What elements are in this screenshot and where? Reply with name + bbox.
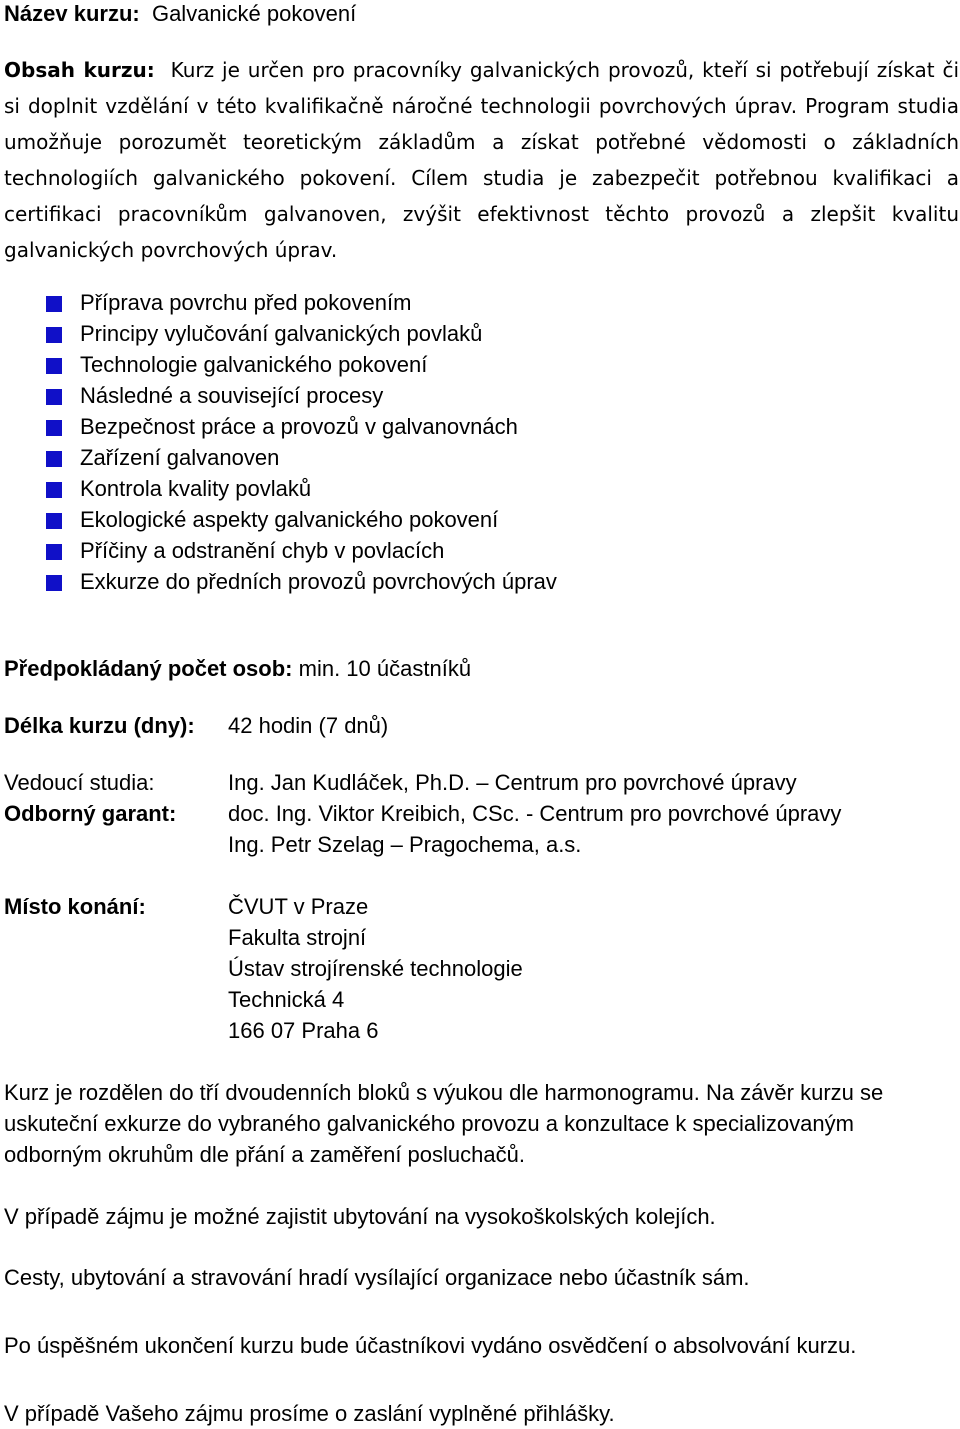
list-item: [46, 569, 557, 600]
venue-line: 166 07 Praha 6: [228, 1018, 379, 1043]
bullet-square-icon: [46, 296, 62, 312]
course-content-text: Kurz je určen pro pracovníky galvanických provozů, kteří si potřebují získat či si doplnit vzdělání v této kvalifikačně náročné technologii povrchových úprav. Program studia umožňuje porozumět teoretickým základům a získat potřebné vědomosti o základních technologiích galvanického pokovení. Cílem studia je zabezpečit potřebnou kvalifikaci a certifikaci pracovníkům galvanoven, zvýšit efektivnost těchto provozů a zlepšit kvalitu galvanických povrchových úprav.: [4, 58, 960, 262]
list-item: [46, 538, 557, 569]
venue-line: Ústav strojírenské technologie: [228, 956, 523, 981]
participants-row: [4, 656, 471, 682]
guarantor-value: doc. Ing. Viktor Kreibich, CSc. - Centrum pro povrchové úpravy: [228, 801, 842, 826]
duration-value: 42 hodin (7 dnů): [228, 713, 389, 738]
bullet-square-icon: [46, 389, 62, 405]
venue-line: Fakulta strojní: [228, 925, 367, 950]
bullet-square-icon: [46, 482, 62, 498]
list-item: [46, 476, 557, 507]
note-schedule: Kurz je rozdělen do tří dvoudenních bloků s výukou dle harmonogramu. Na závěr kurzu se uskuteční exkurze do vybraného galvanického provozu a konzultace k specializovaným odborným okruhům dle přání a zaměření posluchačů.: [4, 1080, 884, 1167]
topic-label: Příčiny a odstranění chyb v povlacích: [80, 538, 445, 563]
leader-label: Vedoucí studia:: [4, 770, 155, 795]
note-certificate: Po úspěšném ukončení kurzu bude účastníkovi vydáno osvědčení o absolvování kurzu.: [4, 1333, 857, 1358]
list-item: [46, 290, 557, 321]
bullet-square-icon: [46, 451, 62, 467]
list-item: [46, 507, 557, 538]
bullet-square-icon: [46, 544, 62, 560]
topic-label: Exkurze do předních provozů povrchových úprav: [80, 569, 557, 594]
guarantor-label: Odborný garant:: [4, 801, 177, 826]
list-item: [46, 321, 557, 352]
venue-line: ČVUT v Praze: [228, 894, 369, 919]
topic-label: Následné a související procesy: [80, 383, 384, 408]
list-item: [46, 383, 557, 414]
course-name-row: [4, 1, 356, 27]
list-item: [46, 414, 557, 445]
note-application: V případě Vašeho zájmu prosíme o zaslání vyplněné přihlášky.: [4, 1401, 615, 1426]
venue-line: Technická 4: [228, 987, 345, 1012]
topic-label: Principy vylučování galvanických povlaků: [80, 321, 483, 346]
course-content-label: Obsah kurzu:: [4, 58, 155, 82]
duration-label: Délka kurzu (dny):: [4, 713, 195, 738]
list-item: [46, 445, 557, 476]
bullet-square-icon: [46, 327, 62, 343]
topic-label: Technologie galvanického pokovení: [80, 352, 428, 377]
note-accommodation: V případě zájmu je možné zajistit ubytování na vysokoškolských kolejích.: [4, 1204, 716, 1229]
bullet-square-icon: [46, 358, 62, 374]
course-name-value: Galvanické pokovení: [151, 1, 357, 26]
note-costs: Cesty, ubytování a stravování hradí vysílající organizace nebo účastník sám.: [4, 1265, 750, 1290]
topic-label: Ekologické aspekty galvanického pokovení: [80, 507, 499, 532]
guarantor-value: Ing. Petr Szelag – Pragochema, a.s.: [228, 832, 582, 857]
leader-value: Ing. Jan Kudláček, Ph.D. – Centrum pro povrchové úpravy: [228, 770, 797, 795]
participants-label: Předpokládaný počet osob:: [4, 656, 293, 681]
topic-list: [46, 290, 557, 600]
participants-value: min. 10 účastníků: [298, 656, 472, 681]
bullet-square-icon: [46, 420, 62, 436]
list-item: [46, 352, 557, 383]
bullet-square-icon: [46, 513, 62, 529]
venue-label: Místo konání:: [4, 894, 146, 919]
topic-label: Příprava povrchu před pokovením: [80, 290, 412, 315]
topic-label: Kontrola kvality povlaků: [80, 476, 312, 501]
course-name-label: Název kurzu:: [4, 1, 140, 26]
course-content: [4, 52, 959, 268]
topic-label: Zařízení galvanoven: [80, 445, 280, 470]
bullet-square-icon: [46, 575, 62, 591]
topic-label: Bezpečnost práce a provozů v galvanovnách: [80, 414, 518, 439]
